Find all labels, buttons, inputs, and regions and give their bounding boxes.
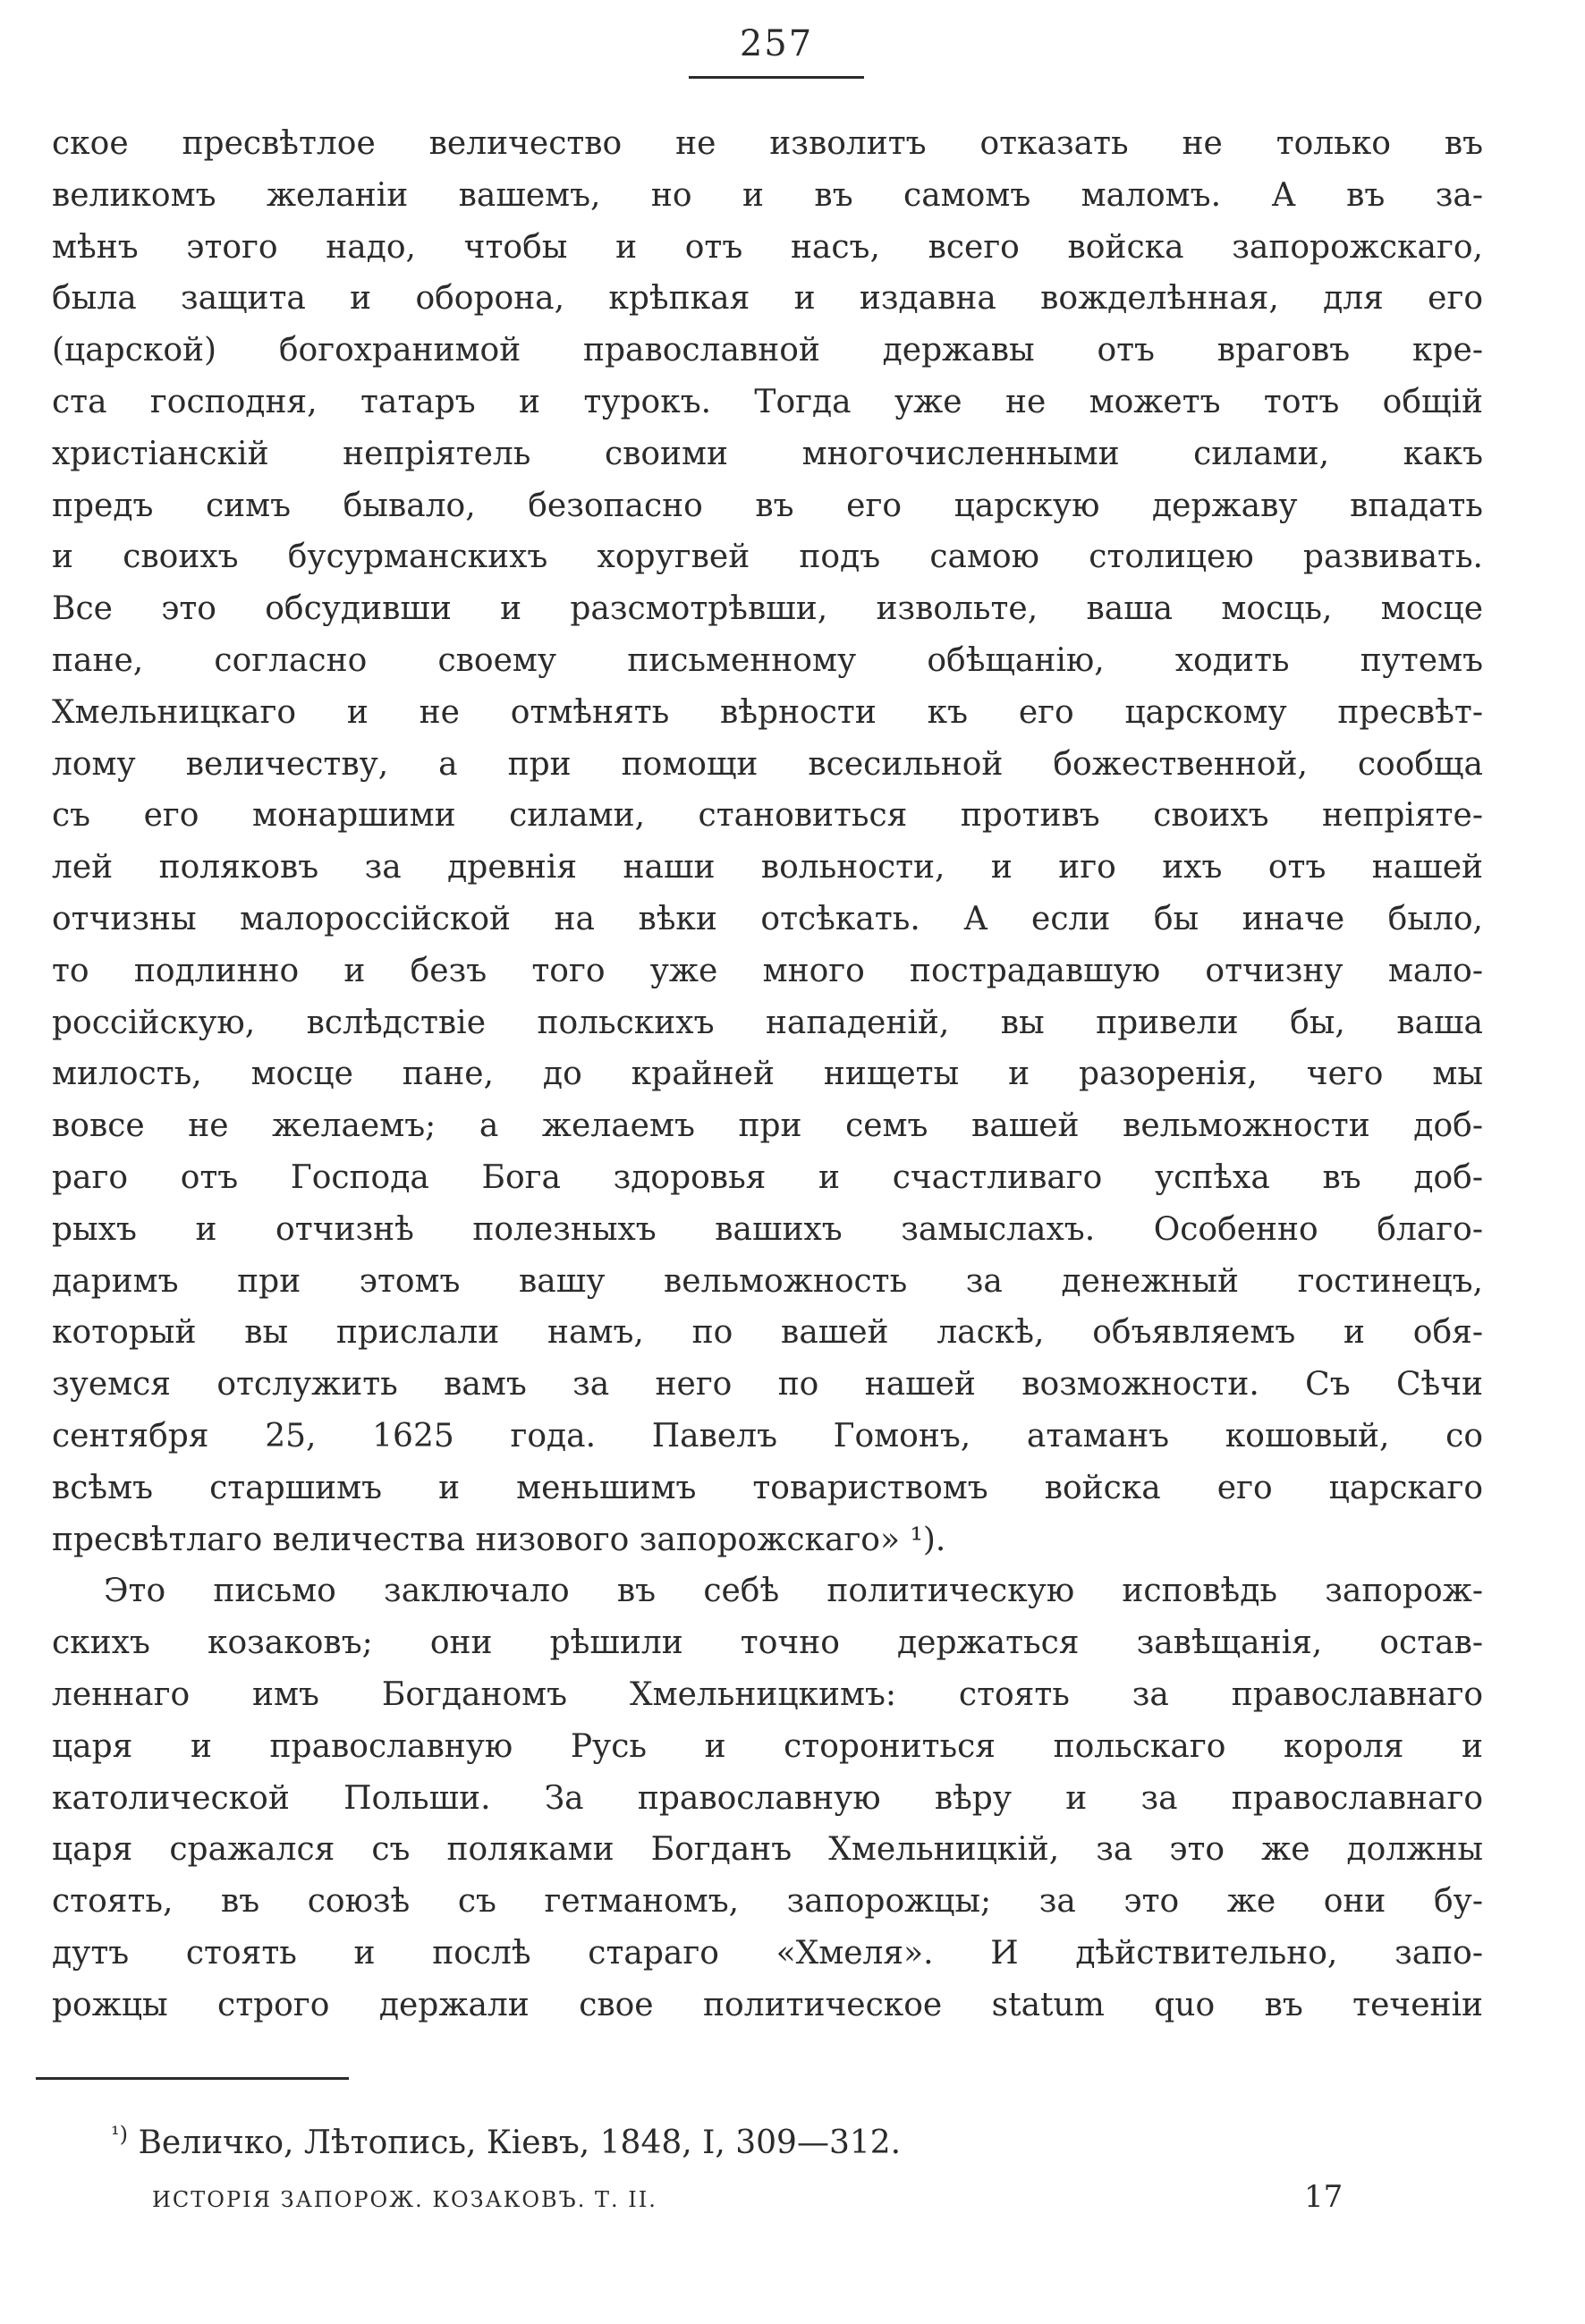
text-line: леннаго имъ Богданомъ Хмельницкимъ: стоять за православнаго: [52, 1675, 1483, 1713]
text-line: сентября 25, 1625 года. Павелъ Гомонъ, атаманъ кошовый, со: [52, 1417, 1483, 1455]
text-line: лому величеству, а при помощи всесильной божественной, сообща: [52, 745, 1483, 783]
text-line: съ его монаршими силами, становиться противъ своихъ непрiяте-: [52, 797, 1483, 835]
text-line: (царской) богохранимой православной державы отъ враговъ кре-: [52, 332, 1483, 369]
text-line: была защита и оборона, крѣпкая и издавна вожделѣнная, для его: [52, 280, 1483, 318]
text-line: мѣнъ этого надо, чтобы и отъ насъ, всего войска запорожскаго,: [52, 228, 1483, 266]
text-line: Все это обсудивши и разсмотрѣвши, извольте, ваша мосць, мосце: [52, 590, 1483, 628]
text-line: великомъ желанiи вашемъ, но и въ самомъ маломъ. А въ за-: [52, 176, 1483, 214]
text-line: и своихъ бусурманскихъ хоругвей подъ самою столицею развивать.: [52, 539, 1483, 576]
header-rule: [689, 76, 864, 79]
text-line: даримъ при этомъ вашу вельможность за денежный гостинецъ,: [52, 1262, 1483, 1300]
text-line: стоять, въ союзѣ съ гетманомъ, запорожцы; за это же они бу-: [52, 1883, 1483, 1921]
text-line: ское пресвѣтлое величество не изволитъ отказать не только въ: [52, 125, 1483, 162]
text-line: то подлинно и безъ того уже много пострадавшую отчизну мало-: [52, 952, 1483, 989]
text-line: зуемся отслужить вамъ за него по нашей возможности. Съ Сѣчи: [52, 1366, 1483, 1404]
text-line: который вы прислали намъ, по вашей ласкѣ, объявляемъ и обя-: [52, 1314, 1483, 1352]
text-line: царя сражался съ поляками Богданъ Хмельницкiй, за это же должны: [52, 1831, 1483, 1869]
text-line: скихъ козаковъ; они рѣшили точно держаться завѣщанiя, остав-: [52, 1624, 1483, 1662]
text-line: дутъ стоять и послѣ стараго «Хмеля». И дѣйствительно, запо-: [52, 1934, 1483, 1972]
text-line: вовсе не желаемъ; а желаемъ при семъ вашей вельможности доб-: [52, 1107, 1483, 1145]
text-line: пане, согласно своему письменному обѣщанiю, ходить путемъ: [52, 641, 1483, 679]
sheet-number: 17: [1304, 2179, 1343, 2215]
text-line: предъ симъ бывало, безопасно въ его царскую державу впадать: [52, 487, 1483, 524]
text-line: лей поляковъ за древнiя наши вольности, и иго ихъ отъ нашей: [52, 849, 1483, 886]
text-line: рожцы строго держали свое политическое statum quo въ теченiи: [52, 1986, 1483, 2023]
body-text: [52, 118, 1483, 2031]
footnote: [111, 2108, 901, 2170]
text-line: католической Польши. За православную вѣру и за православнаго: [52, 1779, 1483, 1817]
text-line: отчизны малороссiйской на вѣки отсѣкать. А если бы иначе было,: [52, 900, 1483, 937]
page-number: 257: [739, 23, 814, 64]
text-line: христiанскiй непрiятель своими многочисленными силами, какъ: [52, 435, 1483, 472]
footnote-text: Величко, Лѣтопись, Кiевъ, 1848, I, 309—312.: [138, 2125, 902, 2161]
footer-signature: ИСТОРIЯ ЗАПОРОЖ. КОЗАКОВЪ. Т. II.: [152, 2187, 657, 2212]
text-line: ста господня, татаръ и турокъ. Тогда уже не можетъ тотъ общiй: [52, 383, 1483, 420]
text-line: всѣмъ старшимъ и меньшимъ товариствомъ войска его царскаго: [52, 1469, 1483, 1506]
paragraph-first-line: Это письмо заключало въ себѣ политическую исповѣдь запорож-: [104, 1573, 1483, 1610]
text-line: пресвѣтлаго величества низового запорожскаго» ¹).: [52, 1521, 946, 1558]
text-line: раго отъ Господа Бога здоровья и счастливаго успѣха въ доб-: [52, 1158, 1483, 1196]
text-line: Хмельницкаго и не отмѣнять вѣрности къ его царскому пресвѣт-: [52, 693, 1483, 731]
footnote-rule: [36, 2077, 349, 2080]
text-line: царя и православную Русь и сторониться польскаго короля и: [52, 1727, 1483, 1765]
text-line: милость, мосце пане, до крайней нищеты и разоренiя, чего мы: [52, 1056, 1483, 1093]
text-line: россiйскую, вслѣдствiе польскихъ нападенiй, вы привели бы, ваша: [52, 1004, 1483, 1041]
text-line: рыхъ и отчизнѣ полезныхъ вашихъ замыслахъ. Особенно благо-: [52, 1210, 1483, 1248]
footnote-marker: ¹): [111, 2122, 128, 2147]
